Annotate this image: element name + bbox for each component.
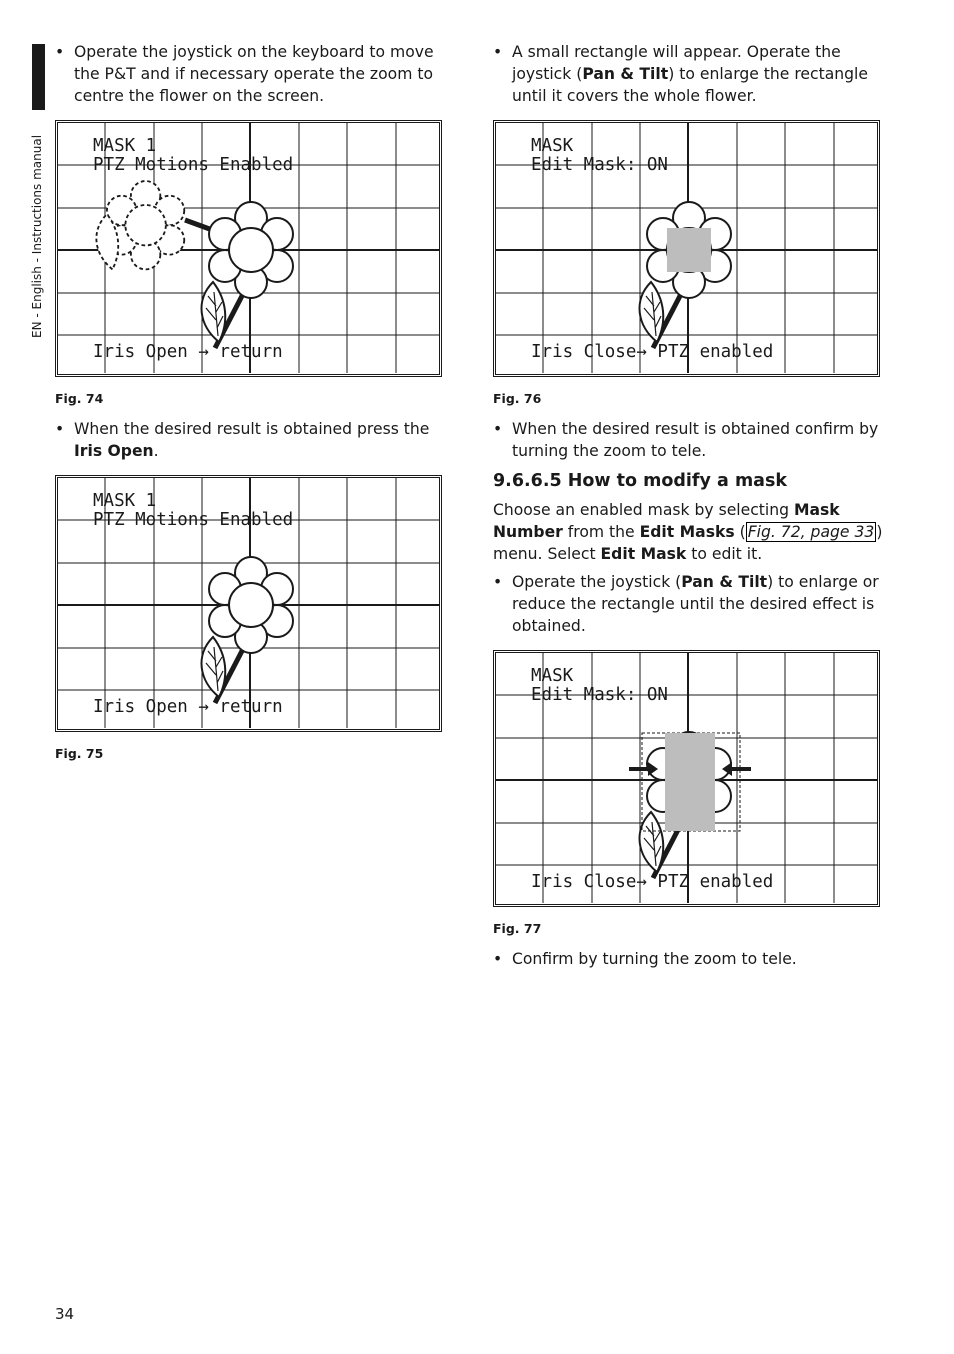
bullet-item: • Operate the joystick on the keyboard to move the P&T and if necessary operate the zoom to centre the flower on the screen. <box>55 41 455 107</box>
bullet-item: • A small rectangle will appear. Operate the joystick (Pan & Tilt) to enlarge the rectangle until it covers the whole flower. <box>493 41 893 107</box>
left-column-2 <box>55 418 455 462</box>
flower-icon <box>202 557 293 703</box>
page-number: 34 <box>55 1305 75 1323</box>
osd-screen-fig75 <box>55 475 442 732</box>
osd-screen-fig74 <box>55 120 442 377</box>
original-flower-dashed <box>96 181 184 269</box>
right-column-2 <box>493 418 893 462</box>
flower-icon <box>640 202 731 348</box>
section-heading: 9.6.6.5 How to modify a mask <box>493 471 788 491</box>
right-column-4 <box>493 948 893 970</box>
osd-bottom-line: Iris Close→ PTZ enabled <box>531 342 774 362</box>
figure-caption: Fig. 75 <box>55 746 104 761</box>
side-label: EN - English - Instructions manual <box>30 134 44 338</box>
left-column <box>55 41 455 107</box>
figure-link[interactable]: Fig. 72, page 33 <box>747 523 875 541</box>
mask-rectangle <box>665 733 715 831</box>
flower-icon <box>202 202 293 348</box>
osd-bottom-line: Iris Close→ PTZ enabled <box>531 872 774 892</box>
osd-line-1: MASK <box>531 666 574 686</box>
osd-bottom-line: Iris Open → return <box>93 342 283 362</box>
bullet-item: • When the desired result is obtained press the Iris Open. <box>55 418 455 462</box>
figure-caption: Fig. 74 <box>55 391 104 406</box>
bullet-item: • Operate the joystick (Pan & Tilt) to enlarge or reduce the rectangle until the desired effect is obtained. <box>493 571 893 637</box>
side-tab-marker <box>32 44 45 110</box>
osd-line-2: Edit Mask: ON <box>531 155 668 175</box>
osd-line-2: PTZ Motions Enabled <box>93 155 294 175</box>
right-column-3 <box>493 571 893 637</box>
mask-rectangle <box>667 228 711 272</box>
osd-line-1: MASK 1 <box>93 136 157 156</box>
figure-caption: Fig. 76 <box>493 391 542 406</box>
figure-caption: Fig. 77 <box>493 921 542 936</box>
osd-line-1: MASK 1 <box>93 491 157 511</box>
right-column <box>493 41 893 107</box>
osd-screen-fig76 <box>493 120 880 377</box>
osd-line-2: Edit Mask: ON <box>531 685 668 705</box>
bullet-item: • Confirm by turning the zoom to tele. <box>493 948 893 970</box>
bullet-item: • When the desired result is obtained confirm by turning the zoom to tele. <box>493 418 893 462</box>
osd-line-1: MASK <box>531 136 574 156</box>
osd-screen-fig77 <box>493 650 880 907</box>
osd-line-2: PTZ Motions Enabled <box>93 510 294 530</box>
osd-bottom-line: Iris Open → return <box>93 697 283 717</box>
body-paragraph: Choose an enabled mask by selecting Mask Number from the Edit Masks ( Fig. 72, page 33 ) menu. Select Edit Mask to edit it. <box>493 501 883 563</box>
